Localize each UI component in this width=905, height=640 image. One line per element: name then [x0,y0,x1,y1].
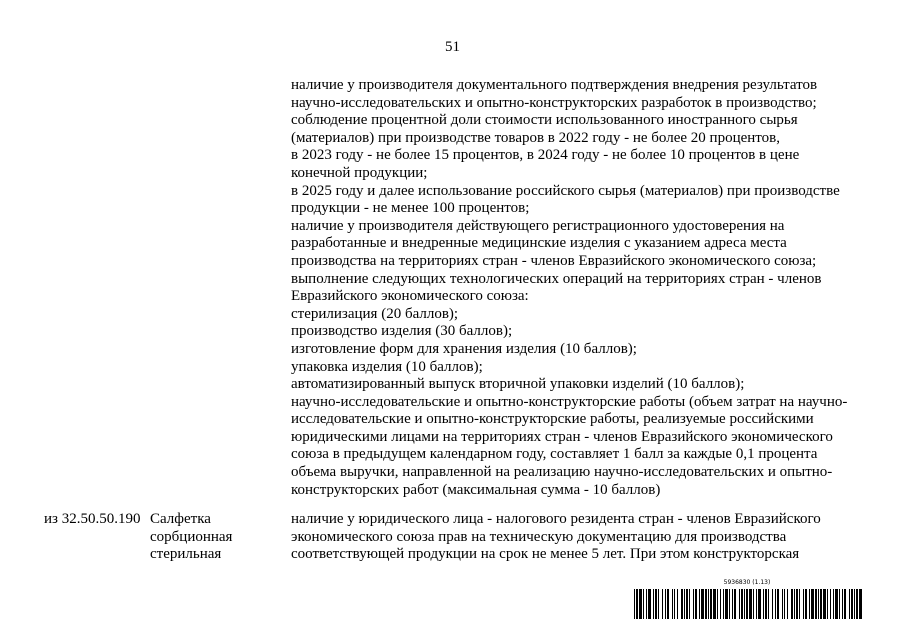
criteria-line: конструкторских работ (максимальная сумма - 10 баллов) [291,481,661,498]
criteria-line: исследовательские и опытно-конструкторские работы, реализуемые российскими [291,411,814,428]
product-name-line: стерильная [150,546,222,563]
criteria-line: конечной продукции; [291,164,428,181]
criteria-line: наличие у производителя действующего регистрационного удостоверения на [291,217,785,234]
criteria-line: изготовление форм для хранения изделия (10 баллов); [291,340,637,357]
criteria-line: автоматизированный выпуск вторичной упаковки изделий (10 баллов); [291,376,745,393]
criteria-line: научно-исследовательских и опытно-конструкторских разработок в производство; [291,94,817,111]
criteria-line: выполнение следующих технологических операций на территориях стран - членов [291,270,822,287]
criteria-line: Евразийского экономического союза: [291,288,529,305]
product-code: из 32.50.50.190 [44,511,141,527]
page-number: 51 [445,39,460,55]
criteria-line: соблюдение процентной доли стоимости использованного иностранного сырья [291,112,798,129]
criteria-line: разработанные и внедренные медицинские изделия с указанием адреса места [291,235,787,252]
product-criteria-line: наличие у юридического лица - налогового резидента стран - членов Евразийского [291,511,821,527]
barcode [632,579,862,619]
product-criteria-line: соответствующей продукции на срок не менее 5 лет. При этом конструкторская [291,546,800,563]
criteria-line: юридическими лицами на территориях стран - членов Евразийского экономического [291,428,833,445]
barcode-caption: 5936830 (1.13) [723,579,771,586]
criteria-line: (материалов) при производстве товаров в 2022 году - не более 20 процентов, [291,129,780,146]
criteria-block [291,77,871,499]
criteria-line: объема выручки, направленной на реализацию научно-исследовательских и опытно- [291,464,833,481]
product-criteria-line: экономического союза прав на техническую документацию для производства [291,528,787,545]
criteria-line: союза в предыдущем календарном году, составляет 1 балл за каждые 0,1 процента [291,446,818,463]
criteria-line: наличие у производителя документального подтверждения внедрения результатов [291,77,818,93]
criteria-line: в 2025 году и далее использование российского сырья (материалов) при производстве [291,182,840,199]
criteria-line: производство изделия (30 баллов); [291,323,513,340]
criteria-line: в 2023 году - не более 15 процентов, в 2024 году - не более 10 процентов в цене [291,147,800,164]
product-name [150,511,280,564]
product-criteria [291,511,871,564]
criteria-line: стерилизация (20 баллов); [291,305,459,322]
product-name-line: сорбционная [150,528,233,545]
barcode-icon [632,589,862,619]
criteria-line: научно-исследовательские и опытно-конструкторские работы (объем затрат на научно- [291,393,848,410]
criteria-line: производства на территориях стран - членов Евразийского экономического союза; [291,252,817,269]
criteria-line: упаковка изделия (10 баллов); [291,358,483,375]
criteria-line: продукции - не менее 100 процентов; [291,200,530,217]
product-name-line: Салфетка [150,511,211,527]
